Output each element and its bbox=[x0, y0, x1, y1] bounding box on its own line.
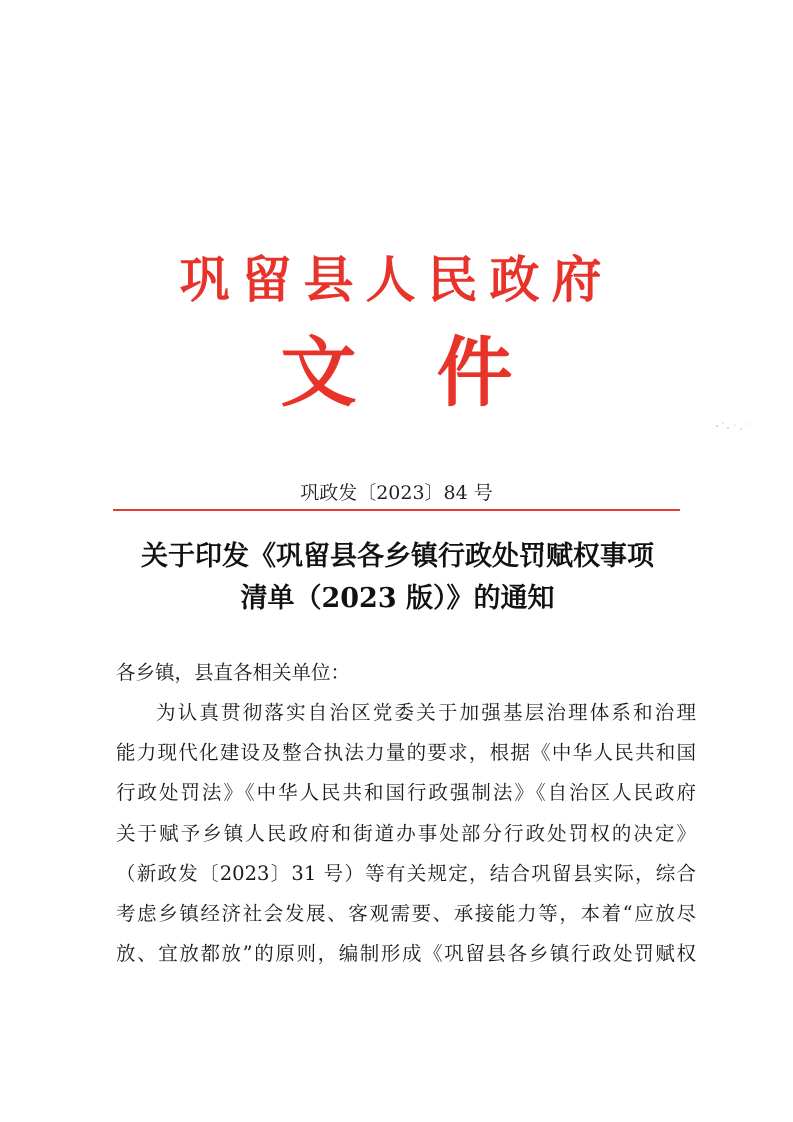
letterhead-org-name: 巩留县人民政府 bbox=[179, 250, 614, 309]
title-line-1: 关于印发《巩留县各乡镇行政处罚赋权事项 bbox=[141, 541, 654, 572]
body-line: 行政处罚法》《中华人民共和国行政强制法》《自治区人民政府 bbox=[116, 781, 696, 805]
body-line: 为认真贯彻落实自治区党委关于加强基层治理体系和治理 bbox=[156, 701, 696, 724]
title-line-2: 清单（2023 版）》的通知 bbox=[240, 583, 555, 614]
scan-speckle bbox=[713, 420, 753, 434]
salutation: 各乡镇，县直各相关单位： bbox=[116, 661, 351, 684]
red-separator-rule bbox=[113, 509, 680, 511]
body-line: 能力现代化建设及整合执法力量的要求，根据《中华人民共和国 bbox=[116, 741, 696, 765]
body-line: 放、宜放都放”的原则，编制形成《巩留县各乡镇行政处罚赋权 bbox=[116, 942, 696, 966]
body-line: （新政发〔2023〕31 号）等有关规定，结合巩留县实际，综合 bbox=[116, 861, 696, 885]
body-line: 考虑乡镇经济社会发展、客观需要、承接能力等，本着“应放尽 bbox=[116, 901, 696, 925]
body-paragraph bbox=[116, 693, 696, 974]
letterhead-document-label: 文件 bbox=[280, 328, 593, 417]
document-title bbox=[110, 536, 685, 620]
body-line: 关于赋予乡镇人民政府和街道办事处部分行政处罚权的决定》 bbox=[116, 821, 696, 845]
document-number: 巩政发〔2023〕84 号 bbox=[300, 482, 493, 504]
